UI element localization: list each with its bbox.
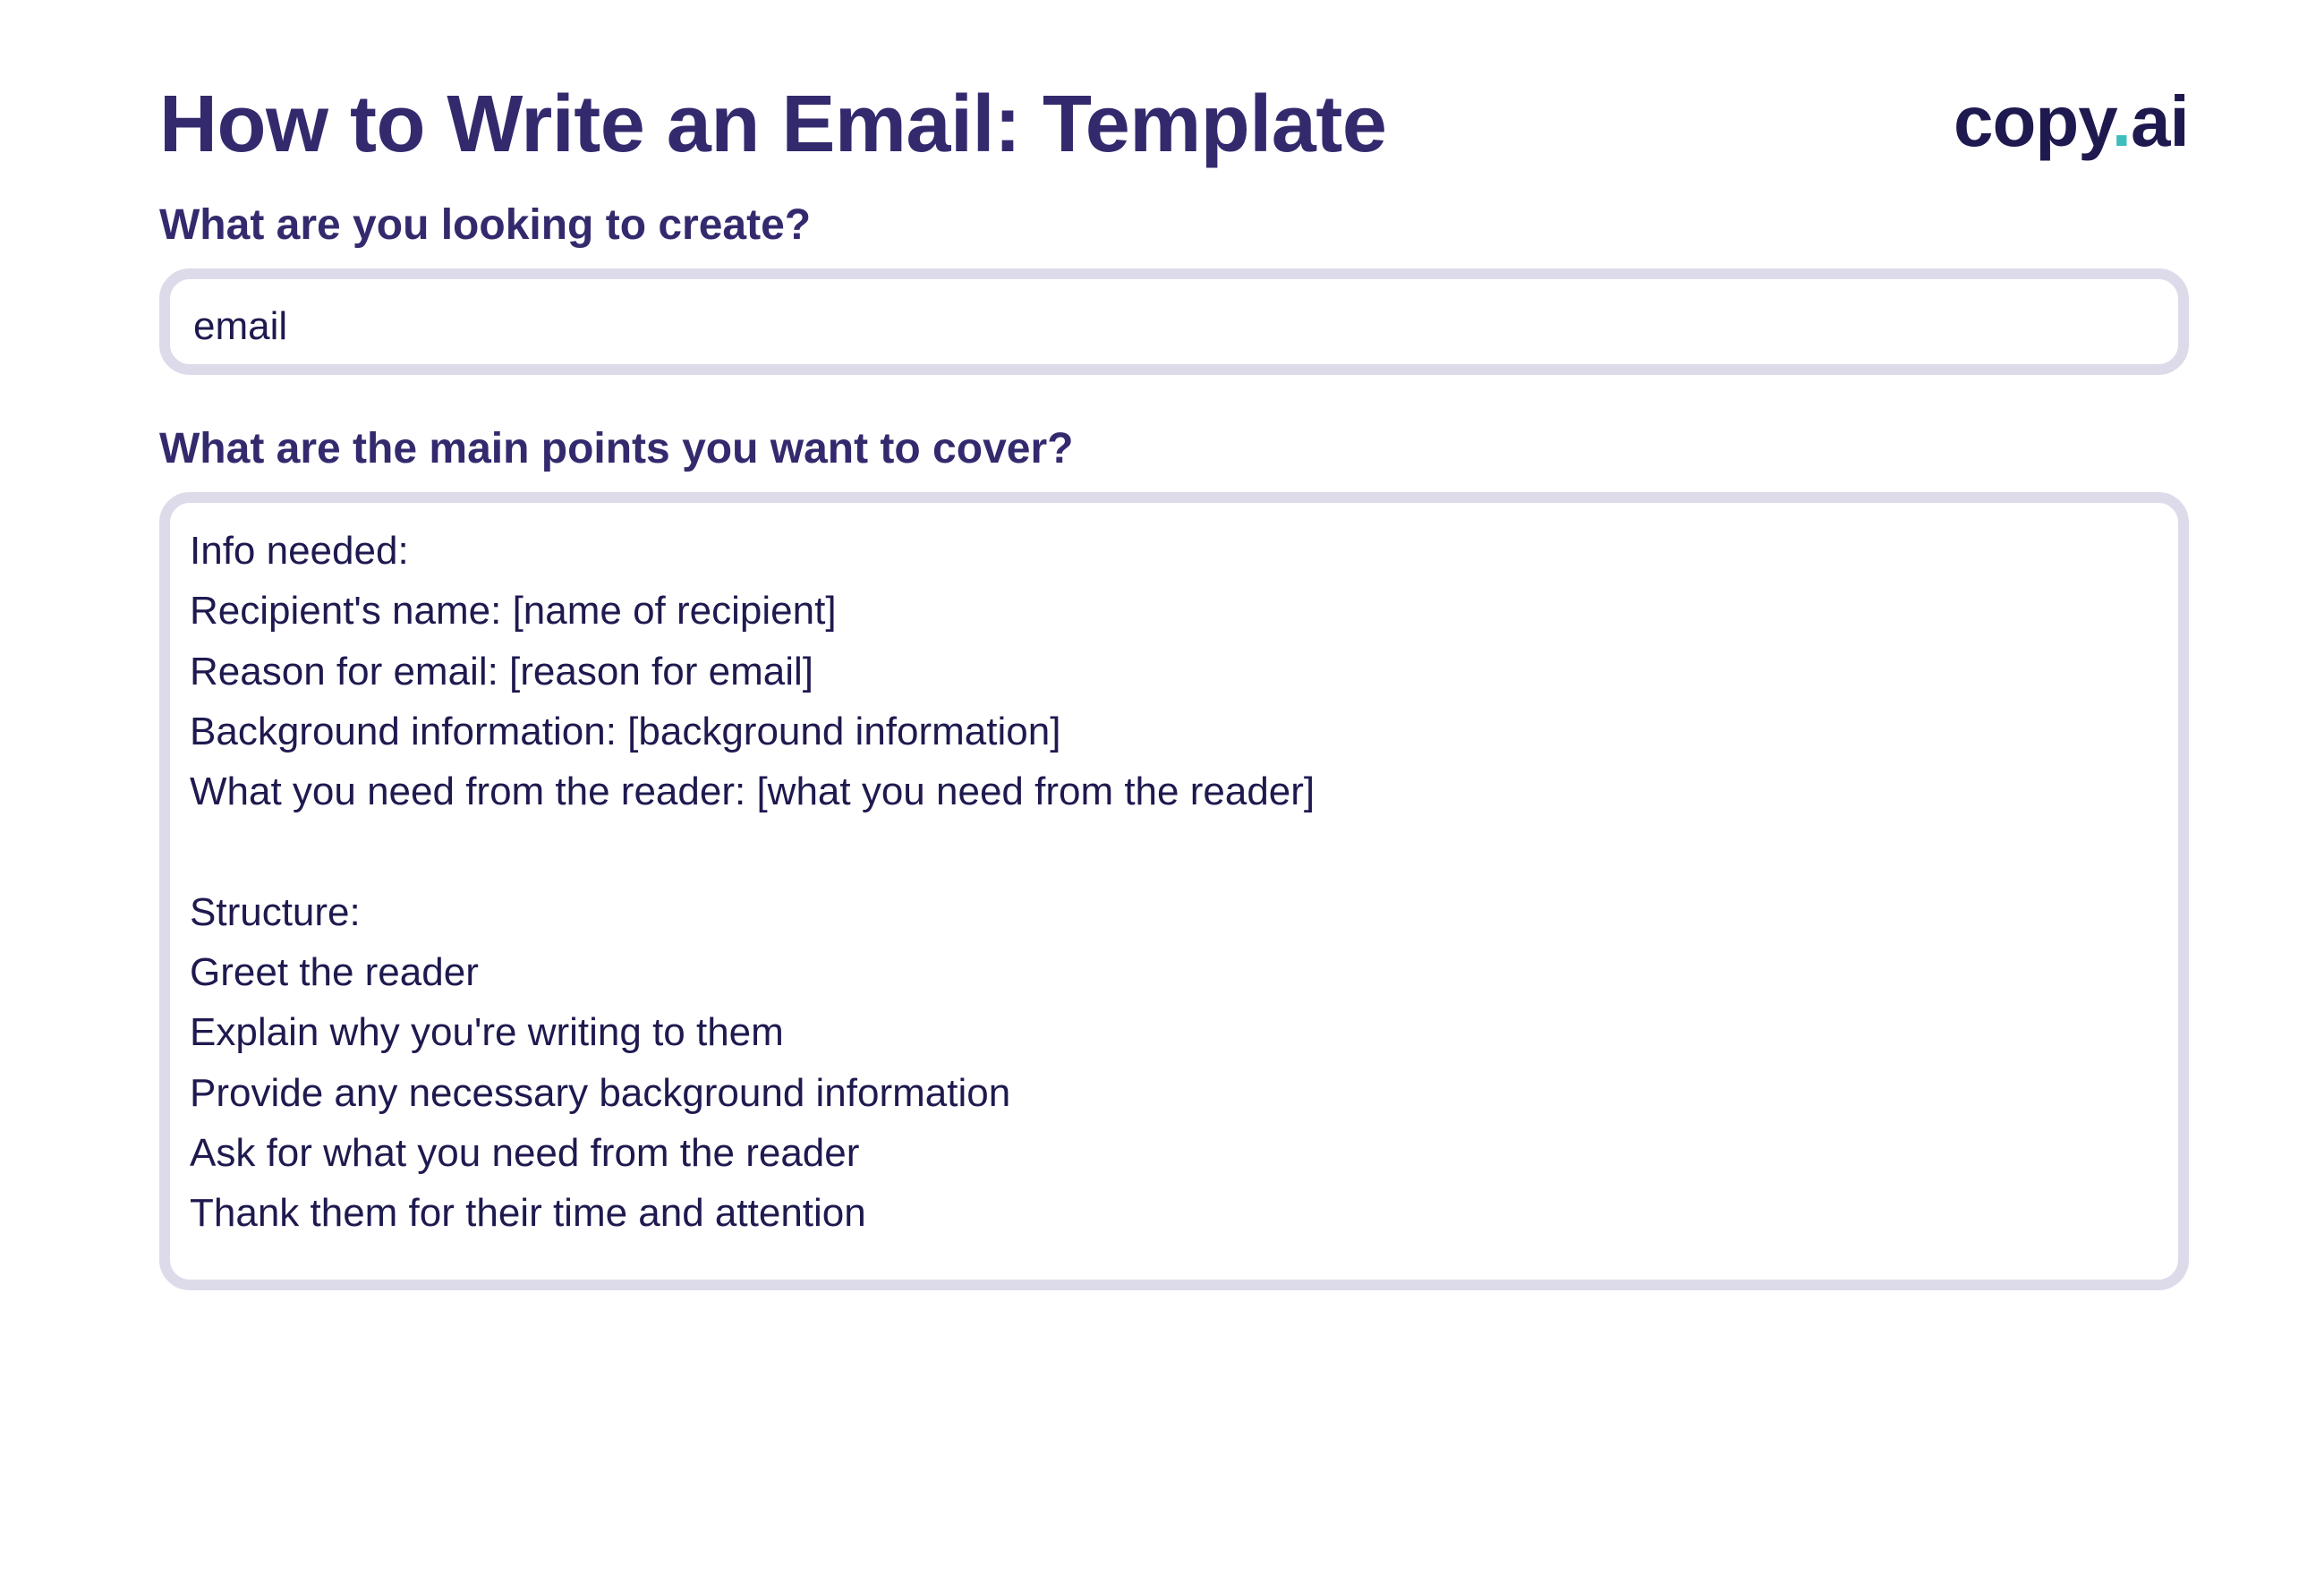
main-points-question-label: What are the main points you want to cover? bbox=[159, 425, 1074, 472]
main-points-lines bbox=[190, 521, 1315, 1244]
main-points-line: Background information: [background information] bbox=[190, 709, 1061, 753]
create-question-label: What are you looking to create? bbox=[159, 201, 812, 249]
main-points-line: Ask for what you need from the reader bbox=[190, 1130, 860, 1175]
logo-dot: . bbox=[2111, 81, 2132, 161]
main-points-line: Greet the reader bbox=[190, 950, 479, 995]
main-points-textarea[interactable] bbox=[159, 492, 2189, 1290]
main-points-line: Provide any necessary background information bbox=[190, 1070, 1011, 1115]
main-points-line: Structure: bbox=[190, 889, 361, 934]
main-points-line: Info needed: bbox=[190, 529, 409, 573]
main-points-line: Thank them for their time and attention bbox=[190, 1191, 866, 1236]
main-points-line: Recipient's name: [name of recipient] bbox=[190, 589, 837, 634]
main-points-line: What you need from the reader: [what you need from the reader] bbox=[190, 770, 1315, 814]
main-points-line bbox=[190, 821, 1315, 881]
main-points-line: Explain why you're writing to them bbox=[190, 1010, 784, 1055]
create-input-value: email bbox=[193, 304, 288, 348]
create-input[interactable] bbox=[159, 268, 2189, 375]
page-title: How to Write an Email: Template bbox=[159, 80, 1387, 169]
logo-text-suffix: ai bbox=[2131, 81, 2189, 161]
logo-text-prefix: copy bbox=[1954, 81, 2112, 161]
main-points-line: Reason for email: [reason for email] bbox=[190, 649, 813, 693]
copy-ai-logo[interactable] bbox=[1954, 79, 2189, 165]
